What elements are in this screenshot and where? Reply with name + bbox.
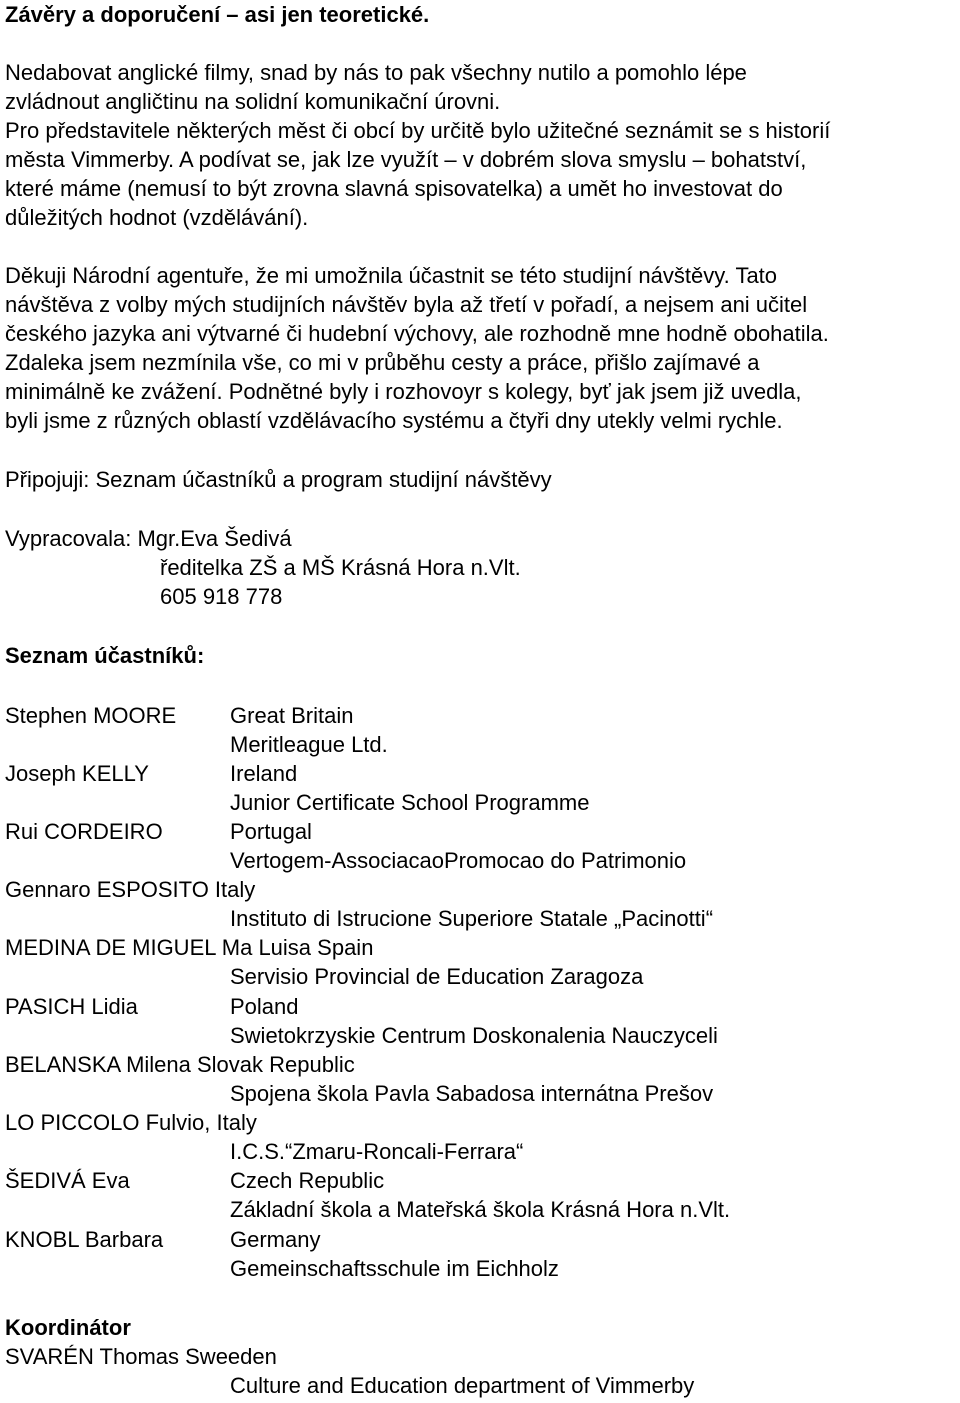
- para2-line-1: Děkuji Národní agentuře, že mi umožnila účastnit se této studijní návštěvy. Tato: [5, 263, 778, 288]
- para1-line-6: důležitých hodnot (vzdělávání).: [5, 205, 309, 230]
- participant-org: Vertogem-AssociacaoPromocao do Patrimonio: [230, 848, 687, 873]
- participant-name: Joseph KELLY: [5, 761, 149, 786]
- participant-name: MEDINA DE MIGUEL Ma Luisa Spain: [5, 935, 374, 960]
- para2-line-6: byli jsme z různých oblastí vzdělávacího systému a čtyři dny utekly velmi rychle.: [5, 408, 783, 433]
- participant-org: Servisio Provincial de Education Zaragoza: [230, 964, 644, 989]
- participant-org: Spojena škola Pavla Sabadosa internátna Prešov: [230, 1081, 714, 1106]
- participant-name: KNOBL Barbara: [5, 1227, 164, 1252]
- participant-name: Stephen MOORE: [5, 703, 177, 728]
- participant-country: Czech Republic: [230, 1168, 385, 1193]
- participant-name: ŠEDIVÁ Eva: [5, 1168, 130, 1193]
- para1-line-2: zvládnout angličtinu na solidní komunikační úrovni.: [5, 89, 501, 114]
- participant-country: Germany: [230, 1227, 321, 1252]
- coordinator-org: Culture and Education department of Vimmerby: [230, 1373, 695, 1398]
- signature-position: ředitelka ZŠ a MŠ Krásná Hora n.Vlt.: [160, 555, 521, 580]
- signature-author: Vypracovala: Mgr.Eva Šedivá: [5, 526, 292, 551]
- participant-country: Portugal: [230, 819, 312, 844]
- para1-line-1: Nedabovat anglické filmy, snad by nás to pak všechny nutilo a pomohlo lépe: [5, 60, 747, 85]
- signature-phone: 605 918 778: [160, 584, 283, 609]
- para2-line-3: českého jazyka ani výtvarné či hudební výchovy, ale rozhodně mne hodně obohatila.: [5, 321, 829, 346]
- conclusions-heading: Závěry a doporučení – asi jen teoretické.: [5, 2, 430, 27]
- participant-org: Swietokrzyskie Centrum Doskonalenia Nauczyceli: [230, 1023, 718, 1048]
- participant-org: Junior Certificate School Programme: [230, 790, 590, 815]
- participants-heading: Seznam účastníků:: [5, 643, 205, 668]
- attachment-note: Připojuji: Seznam účastníků a program studijní návštěvy: [5, 467, 552, 492]
- participant-org: Gemeinschaftsschule im Eichholz: [230, 1256, 559, 1281]
- participant-org: Meritleague Ltd.: [230, 732, 388, 757]
- participant-name: LO PICCOLO Fulvio, Italy: [5, 1110, 257, 1135]
- participant-country: Great Britain: [230, 703, 354, 728]
- participant-name: Gennaro ESPOSITO Italy: [5, 877, 256, 902]
- coordinator-name: SVARÉN Thomas Sweeden: [5, 1344, 277, 1369]
- para2-line-2: návštěva z volby mých studijních návštěv byla až třetí v pořadí, a nejsem ani učitel: [5, 292, 808, 317]
- para2-line-4: Zdaleka jsem nezmínila vše, co mi v průběhu cesty a práce, přišlo zajímavé a: [5, 350, 760, 375]
- para1-line-4: města Vimmerby. A podívat se, jak lze využít – v dobrém slova smyslu – bohatství,: [5, 147, 807, 172]
- coordinator-heading: Koordinátor: [5, 1315, 131, 1340]
- participant-org: Základní škola a Mateřská škola Krásná Hora n.Vlt.: [230, 1197, 731, 1222]
- para1-line-3: Pro představitele některých měst či obcí by určitě bylo užitečné seznámit se s historií: [5, 118, 831, 143]
- participant-org: Instituto di Istrucione Superiore Statale „Pacinotti“: [230, 906, 714, 931]
- participant-org: I.C.S.“Zmaru-Roncali-Ferrara“: [230, 1139, 524, 1164]
- participant-name: PASICH Lidia: [5, 994, 138, 1019]
- para2-line-5: minimálně ke zvážení. Podnětné byly i rozhovoyr s kolegy, byť jak jsem již uvedla,: [5, 379, 802, 404]
- participant-country: Poland: [230, 994, 299, 1019]
- participant-name: BELANSKA Milena Slovak Republic: [5, 1052, 355, 1077]
- para1-line-5: které máme (nemusí to být zrovna slavná spisovatelka) a umět ho investovat do: [5, 176, 783, 201]
- participant-name: Rui CORDEIRO: [5, 819, 163, 844]
- participant-country: Ireland: [230, 761, 298, 786]
